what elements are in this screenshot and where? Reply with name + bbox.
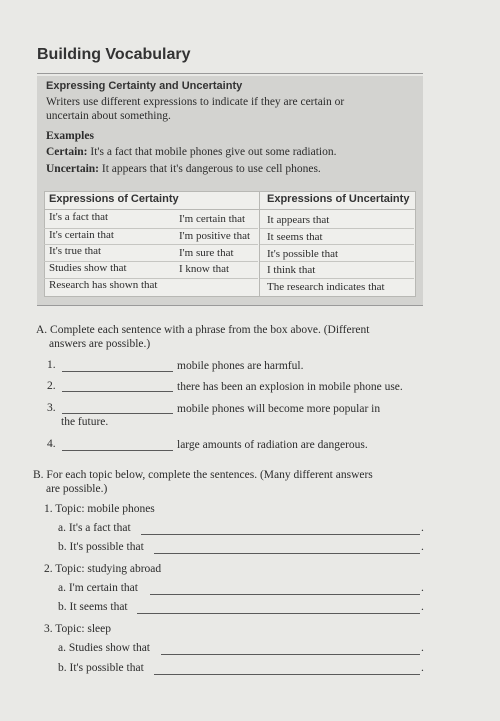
prompt-text: b. It's possible that <box>58 541 144 553</box>
intro-line: Writers use different expressions to indicate if they are certain or <box>46 96 345 108</box>
certainty-expression: It's true that <box>49 245 102 257</box>
instruction-line: B. For each topic below, complete the sentences. (Many different answers <box>33 469 373 481</box>
certainty-expression: I'm positive that <box>179 230 251 242</box>
example-certain <box>46 146 336 158</box>
topic-label: 3. Topic: sleep <box>44 623 112 635</box>
item-number: 4. <box>47 438 56 450</box>
topic-label: 1. Topic: mobile phones <box>44 503 155 515</box>
answer-blank[interactable] <box>154 553 420 554</box>
certainty-expression: Studies show that <box>49 262 127 274</box>
period: . <box>421 642 424 654</box>
certainty-header: Expressions of Certainty <box>49 193 179 205</box>
certainty-expression: I'm sure that <box>179 247 234 259</box>
period: . <box>421 541 424 553</box>
instruction-line: answers are possible.) <box>49 338 151 350</box>
sentence-continuation: the future. <box>61 416 109 428</box>
certainty-expression: It's a fact that <box>49 211 109 223</box>
certainty-expression: I'm certain that <box>179 213 246 225</box>
uncertain-text: It appears that it's dangerous to use cell phones. <box>99 163 321 175</box>
examples-heading: Examples <box>46 130 94 142</box>
answer-blank[interactable] <box>141 534 420 535</box>
uncertainty-expression: I think that <box>267 264 316 276</box>
sentence-text: large amounts of radiation are dangerous. <box>177 439 368 451</box>
title-divider <box>37 73 423 74</box>
uncertainty-expression: The research indicates that <box>267 281 385 293</box>
period: . <box>421 582 424 594</box>
answer-blank[interactable] <box>154 674 420 675</box>
prompt-text: a. I'm certain that <box>58 582 138 594</box>
box-header-rule <box>44 209 415 210</box>
topic-label: 2. Topic: studying abroad <box>44 563 162 575</box>
answer-blank[interactable] <box>62 371 173 372</box>
answer-blank[interactable] <box>62 391 173 392</box>
certainty-expression: Research has shown that <box>49 279 158 291</box>
answer-blank[interactable] <box>137 613 420 614</box>
certainty-expression: It's certain that <box>49 229 114 241</box>
prompt-text: b. It seems that <box>58 601 128 613</box>
page-title: Building Vocabulary <box>37 46 191 63</box>
row-divider <box>260 261 414 262</box>
answer-blank[interactable] <box>62 450 173 451</box>
sentence-text: mobile phones will become more popular in <box>177 403 381 415</box>
row-divider <box>260 228 414 229</box>
example-uncertain <box>46 163 321 175</box>
answer-blank[interactable] <box>150 594 420 595</box>
prompt-text: a. It's a fact that <box>58 522 131 534</box>
row-divider <box>260 278 414 279</box>
item-number: 2. <box>47 380 56 392</box>
uncertainty-expression: It's possible that <box>267 248 339 260</box>
prompt-text: a. Studies show that <box>58 642 150 654</box>
prompt-text: b. It's possible that <box>58 662 144 674</box>
certain-text: It's a fact that mobile phones give out some radiation. <box>87 146 337 158</box>
period: . <box>421 662 424 674</box>
row-divider <box>260 244 414 245</box>
sentence-text: there has been an explosion in mobile phone use. <box>177 381 403 393</box>
section-heading: Expressing Certainty and Uncertainty <box>46 80 243 92</box>
period: . <box>421 522 424 534</box>
uncertainty-header: Expressions of Uncertainty <box>267 193 410 205</box>
instruction-line: A. Complete each sentence with a phrase from the box above. (Different <box>36 324 370 336</box>
period: . <box>421 601 424 613</box>
item-number: 3. <box>47 402 56 414</box>
section-intro <box>46 95 386 123</box>
certainty-expression: I know that <box>179 263 230 275</box>
intro-line: uncertain about something. <box>46 110 171 122</box>
sentence-text: mobile phones are harmful. <box>177 360 304 372</box>
uncertainty-expression: It seems that <box>267 231 323 243</box>
item-number: 1. <box>47 359 56 371</box>
instruction-line: are possible.) <box>46 483 108 495</box>
uncertainty-expression: It appears that <box>267 214 330 226</box>
part-b-instruction <box>33 468 373 496</box>
certain-label: Certain: <box>46 146 88 158</box>
answer-blank[interactable] <box>161 654 420 655</box>
answer-blank[interactable] <box>62 413 173 414</box>
panel-divider <box>37 305 423 306</box>
uncertain-label: Uncertain: <box>46 163 100 175</box>
part-a-instruction <box>36 323 369 351</box>
